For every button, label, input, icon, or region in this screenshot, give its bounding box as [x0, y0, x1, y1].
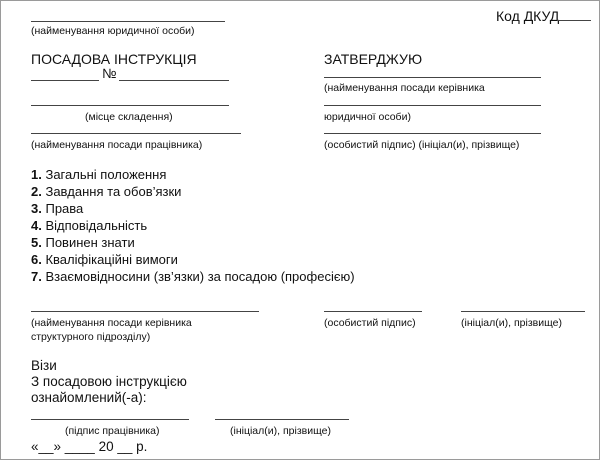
employee-signature-caption: (підпис працівника) — [65, 425, 160, 437]
employee-position-caption: (найменування посади працівника) — [31, 139, 203, 151]
unit-head-signature-line — [324, 311, 422, 312]
unit-head-position-caption-1: (найменування посади керівника — [31, 317, 192, 329]
unit-head-name-line — [461, 311, 585, 312]
employee-signature-line — [31, 419, 189, 420]
visas-label: Візи — [31, 358, 57, 373]
approval-title: ЗАТВЕРДЖУЮ — [324, 51, 423, 67]
number-sign: № — [102, 66, 117, 81]
number-line — [119, 80, 229, 81]
approval-signature-caption: (особистий підпис) (ініціал(и), прізвище) — [324, 139, 520, 151]
unit-head-name-caption: (ініціал(и), прізвище) — [461, 317, 562, 329]
dkud-code-label: Код ДКУД — [496, 8, 560, 24]
date-field: «__» ____ 20 __ р. — [31, 439, 148, 454]
section-label: Відповідальність — [45, 218, 148, 233]
place-caption: (місце складення) — [85, 111, 173, 123]
acquainted-text-1: З посадовою інструкцією — [31, 374, 187, 389]
document-title: ПОСАДОВА ІНСТРУКЦІЯ — [31, 51, 197, 67]
section-label: Повинен знати — [45, 235, 135, 250]
place-line — [31, 105, 229, 106]
acquainted-text-2: ознайомлений(-а): — [31, 390, 147, 405]
legal-entity-caption: (найменування юридичної особи) — [31, 25, 195, 37]
section-item — [31, 234, 355, 251]
section-number: 1. — [31, 167, 42, 182]
head-position-line-2 — [324, 105, 541, 106]
section-item — [31, 268, 355, 285]
section-item — [31, 200, 355, 217]
section-label: Кваліфікаційні вимоги — [45, 252, 178, 267]
date-line — [31, 80, 99, 81]
section-label: Взаємовідносини (зв’язки) за посадою (професією) — [45, 269, 355, 284]
employee-name-line — [215, 419, 349, 420]
section-number: 7. — [31, 269, 42, 284]
section-label: Завдання та обов’язки — [45, 184, 182, 199]
approval-signature-line — [324, 133, 541, 134]
unit-head-position-line — [31, 311, 259, 312]
section-item — [31, 166, 355, 183]
head-position-line-1 — [324, 77, 541, 78]
head-position-caption-2: юридичної особи) — [324, 111, 411, 123]
section-item — [31, 217, 355, 234]
section-number: 2. — [31, 184, 42, 199]
section-number: 3. — [31, 201, 42, 216]
legal-entity-line — [31, 21, 225, 22]
dkud-code-line — [557, 20, 591, 21]
section-label: Права — [45, 201, 84, 216]
section-label: Загальні положення — [45, 167, 167, 182]
employee-position-line — [31, 133, 241, 134]
section-number: 4. — [31, 218, 42, 233]
sections-list — [31, 166, 355, 285]
unit-head-signature-caption: (особистий підпис) — [324, 317, 416, 329]
section-item — [31, 251, 355, 268]
unit-head-position-caption-2: структурного підрозділу) — [31, 331, 151, 343]
section-number: 6. — [31, 252, 42, 267]
section-item — [31, 183, 355, 200]
head-position-caption-1: (найменування посади керівника — [324, 82, 485, 94]
section-number: 5. — [31, 235, 42, 250]
employee-name-caption: (ініціал(и), прізвище) — [230, 425, 331, 437]
